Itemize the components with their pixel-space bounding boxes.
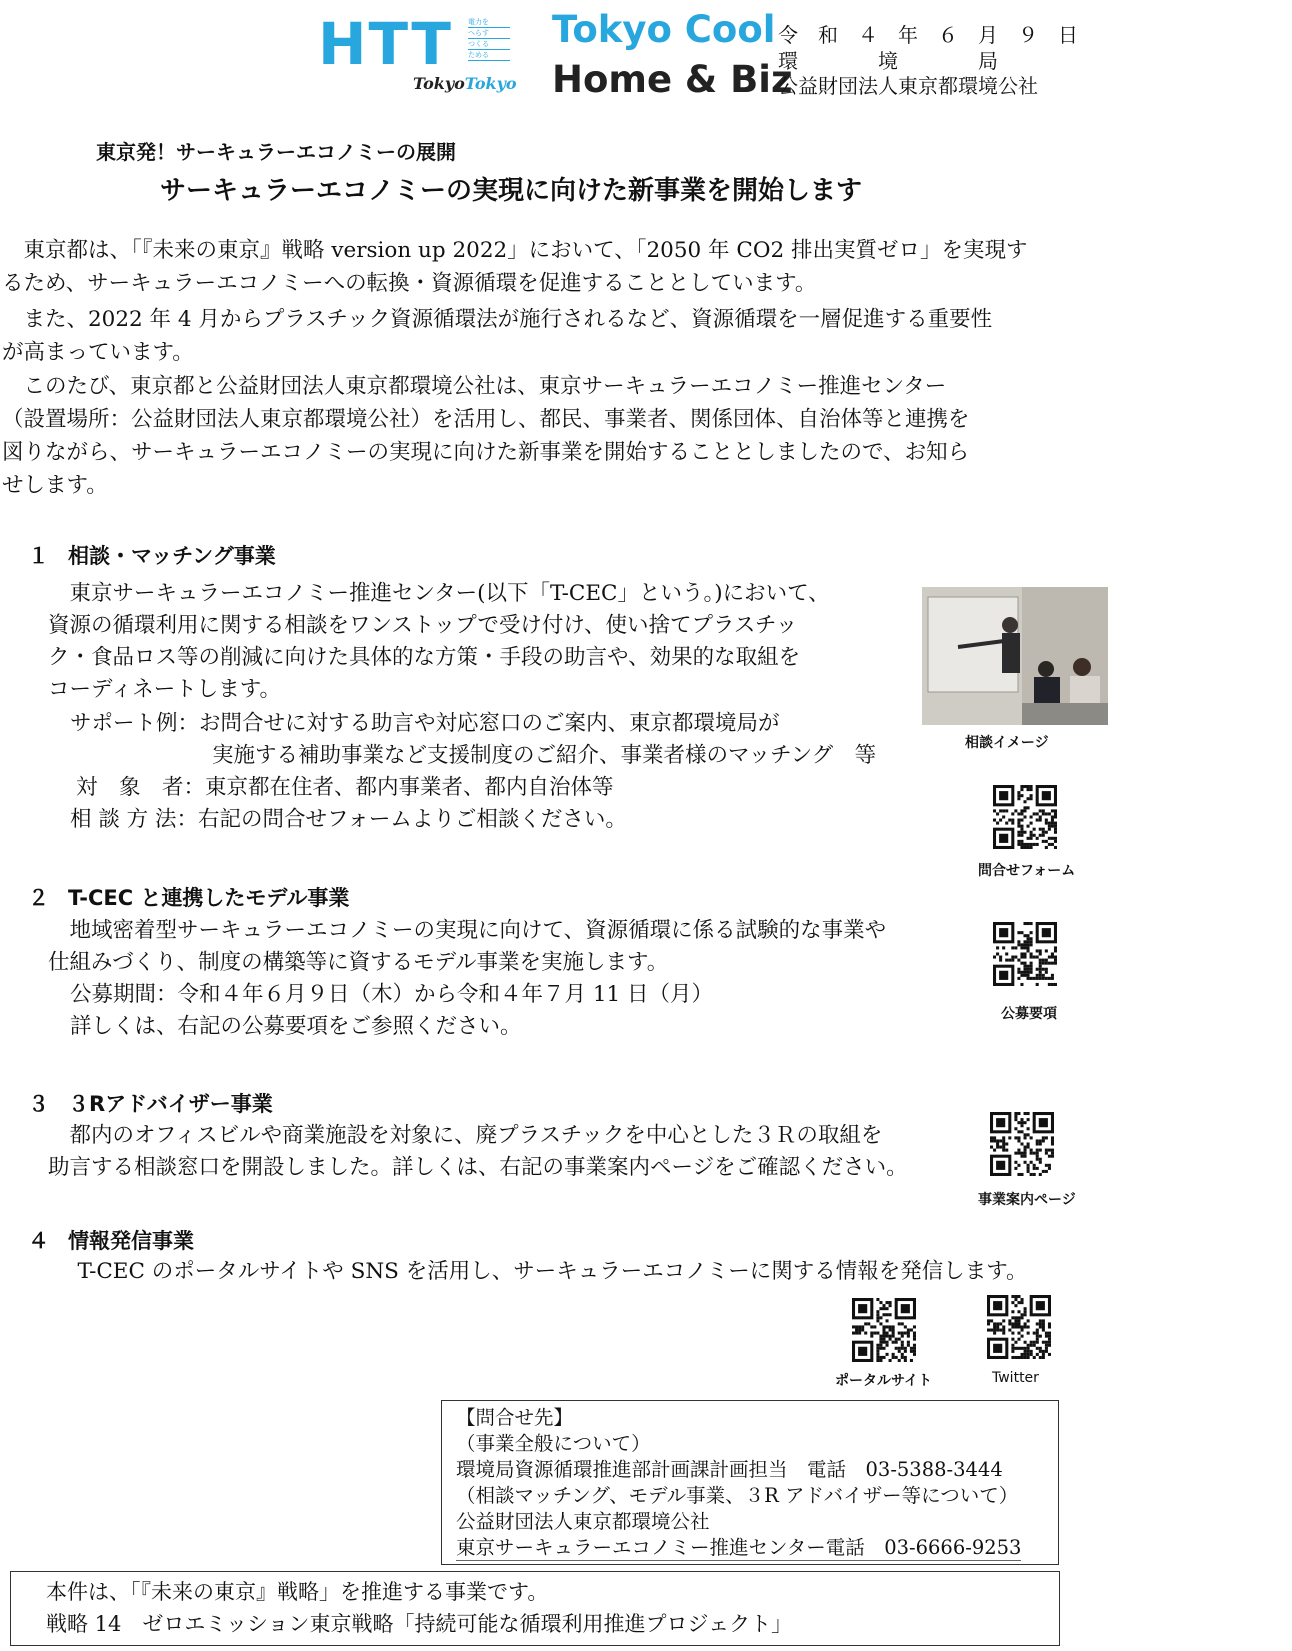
section-2-body-line: 地域密着型サーキュラーエコノミーの実現に向けて、資源循環に係る試験的な事業や — [48, 918, 887, 943]
section-2-detail: 詳しくは、右記の公募要項をご参照ください。 — [70, 1014, 522, 1039]
consultation-photo — [922, 587, 1108, 725]
section-title: 情報発信事業 — [68, 1229, 194, 1253]
tokyo-logo-a: Tokyo — [413, 74, 465, 93]
issuer-dept: 環 境 局 — [778, 49, 998, 73]
intro-line: （設置場所：公益財団法人東京都環境公社）を活用し、都民、事業者、関係団体、自治体等と連携を — [2, 407, 970, 432]
section-1-body-line: 資源の循環利用に関する相談をワンストップで受け付け、使い捨てプラスチッ — [48, 613, 798, 638]
section-1-body-line: ク・食品ロス等の削減に向けた具体的な方策・手段の助言や、効果的な取組を — [48, 645, 801, 670]
contact-title: 【問合せ先】 — [456, 1406, 574, 1429]
intro-line: このたび、東京都と公益財団法人東京都環境公社は、東京サーキュラーエコノミー推進センター — [2, 374, 947, 399]
section-1-heading — [28, 540, 276, 570]
contact-dept-phone: 環境局資源循環推進部計画課計画担当 電話 03-5388-3444 — [456, 1458, 1003, 1481]
htt-logo-text: HTT — [318, 10, 453, 78]
tokyo-logo-b: Tokyo — [464, 74, 517, 93]
section-title: 相談・マッチング事業 — [68, 544, 276, 568]
application-guidelines-qr-code[interactable] — [993, 922, 1057, 986]
qr-caption-twitter: Twitter — [992, 1370, 1039, 1386]
section-3-body-line: 助言する相談窓口を開設しました。詳しくは、右記の事業案内ページをご確認ください。 — [48, 1155, 908, 1180]
section-2-heading — [28, 882, 349, 912]
qr-caption-inquiry-form: 問合せフォーム — [978, 863, 1076, 879]
sub-heading: 東京発！サーキュラーエコノミーの展開 — [96, 140, 456, 164]
qr-caption-portal: ポータルサイト — [835, 1373, 933, 1389]
section-3-body-line: 都内のオフィスビルや商業施設を対象に、廃プラスチックを中心とした３Ｒの取組を — [48, 1123, 883, 1148]
section-title: T-CEC と連携したモデル事業 — [68, 886, 350, 910]
section-4-heading — [28, 1225, 194, 1255]
section-title: ３Rアドバイザー事業 — [68, 1092, 273, 1116]
issuer-org: 公益財団法人東京都環境公社 — [778, 74, 1038, 98]
intro-line: せします。 — [2, 473, 108, 498]
tokyo-tokyo-logo — [413, 74, 517, 93]
twitter-qr-code[interactable] — [987, 1295, 1051, 1359]
section-number: １ — [28, 544, 49, 568]
intro-line: また、2022 年 4 月からプラスチック資源循環法が施行されるなど、資源循環を一層促進する重要性 — [2, 307, 993, 332]
section-3-heading — [28, 1088, 273, 1118]
consult-method: 相 談 方 法：右記の問合せフォームよりご相談ください。 — [70, 807, 627, 832]
section-number: ２ — [28, 886, 49, 910]
section-1-body-line: コーディネートします。 — [48, 677, 282, 702]
tokyo-cool-logo-line2: Home & Biz — [552, 58, 793, 101]
contact-box — [441, 1400, 1059, 1565]
consultation-photo-illustration — [922, 587, 1108, 725]
contact-matching-label: （相談マッチング、モデル事業、３R アドバイザー等について） — [456, 1484, 1019, 1507]
support-text-1: お問合せに対する助言や対応窓口のご案内、東京都環境局が — [199, 711, 780, 736]
support-label: サポート例： — [70, 711, 200, 736]
qr-caption-business-guide: 事業案内ページ — [978, 1192, 1076, 1208]
intro-line: 図りながら、サーキュラーエコノミーの実現に向けた新事業を開始することとしましたので、お知ら — [2, 440, 970, 465]
release-date: 令 和 ４ 年 ６ 月 ９ 日 — [778, 23, 1078, 47]
section-4-body-line: T-CEC のポータルサイトや SNS を活用し、サーキュラーエコノミーに関する情報を発信します。 — [56, 1259, 1028, 1284]
intro-line: が高まっています。 — [2, 340, 194, 365]
application-period: 公募期間：令和４年６月９日（木）から令和４年７月 11 日（月） — [70, 982, 714, 1007]
contact-center-phone: 東京サーキュラーエコノミー推進センター電話 03-6666-9253 — [456, 1536, 1022, 1559]
business-guide-qr-code[interactable] — [990, 1112, 1054, 1176]
htt-logo — [318, 12, 518, 97]
htt-logo-stripes — [468, 18, 510, 62]
intro-line: るため、サーキュラーエコノミーへの転換・資源循環を促進することとしています。 — [2, 271, 817, 296]
support-examples — [70, 708, 780, 740]
htt-stripe: ためる — [468, 51, 510, 61]
htt-stripe: つくる — [468, 40, 510, 50]
contact-general-label: （事業全般について） — [456, 1432, 651, 1455]
section-number: ４ — [28, 1229, 49, 1253]
htt-stripe: 電力を — [468, 18, 510, 28]
contact-org: 公益財団法人東京都環境公社 — [456, 1510, 710, 1533]
page-title: サーキュラーエコノミーの実現に向けた新事業を開始します — [160, 176, 863, 206]
intro-line: 東京都は、「『未来の東京』戦略 version up 2022」において、「2050 年 CO2 排出実質ゼロ」を実現す — [2, 238, 1028, 263]
portal-site-qr-code[interactable] — [852, 1298, 916, 1362]
inquiry-form-qr-code[interactable] — [993, 785, 1057, 849]
strategy-box — [10, 1571, 1060, 1646]
support-text-2: 実施する補助事業など支援制度のご紹介、事業者様のマッチング 等 — [212, 743, 877, 768]
section-number: ３ — [28, 1092, 49, 1116]
qr-caption-guidelines: 公募要項 — [1001, 1006, 1057, 1022]
strategy-line-2: 戦略 14 ゼロエミッション東京戦略「持続可能な循環利用推進プロジェクト」 — [46, 1612, 793, 1636]
photo-caption: 相談イメージ — [965, 735, 1049, 751]
htt-stripe: へらす — [468, 29, 510, 39]
section-1-body-line: 東京サーキュラーエコノミー推進センター(以下「T-CEC」という。)において、 — [48, 581, 830, 606]
section-2-body-line: 仕組みづくり、制度の構築等に資するモデル事業を実施します。 — [48, 950, 669, 975]
strategy-line-1: 本件は、「『未来の東京』戦略」を推進する事業です。 — [46, 1580, 549, 1604]
target-audience: 対 象 者：東京都在住者、都内事業者、都内自治体等 — [76, 775, 614, 800]
tokyo-cool-logo-line1: Tokyo Cool — [552, 8, 776, 51]
